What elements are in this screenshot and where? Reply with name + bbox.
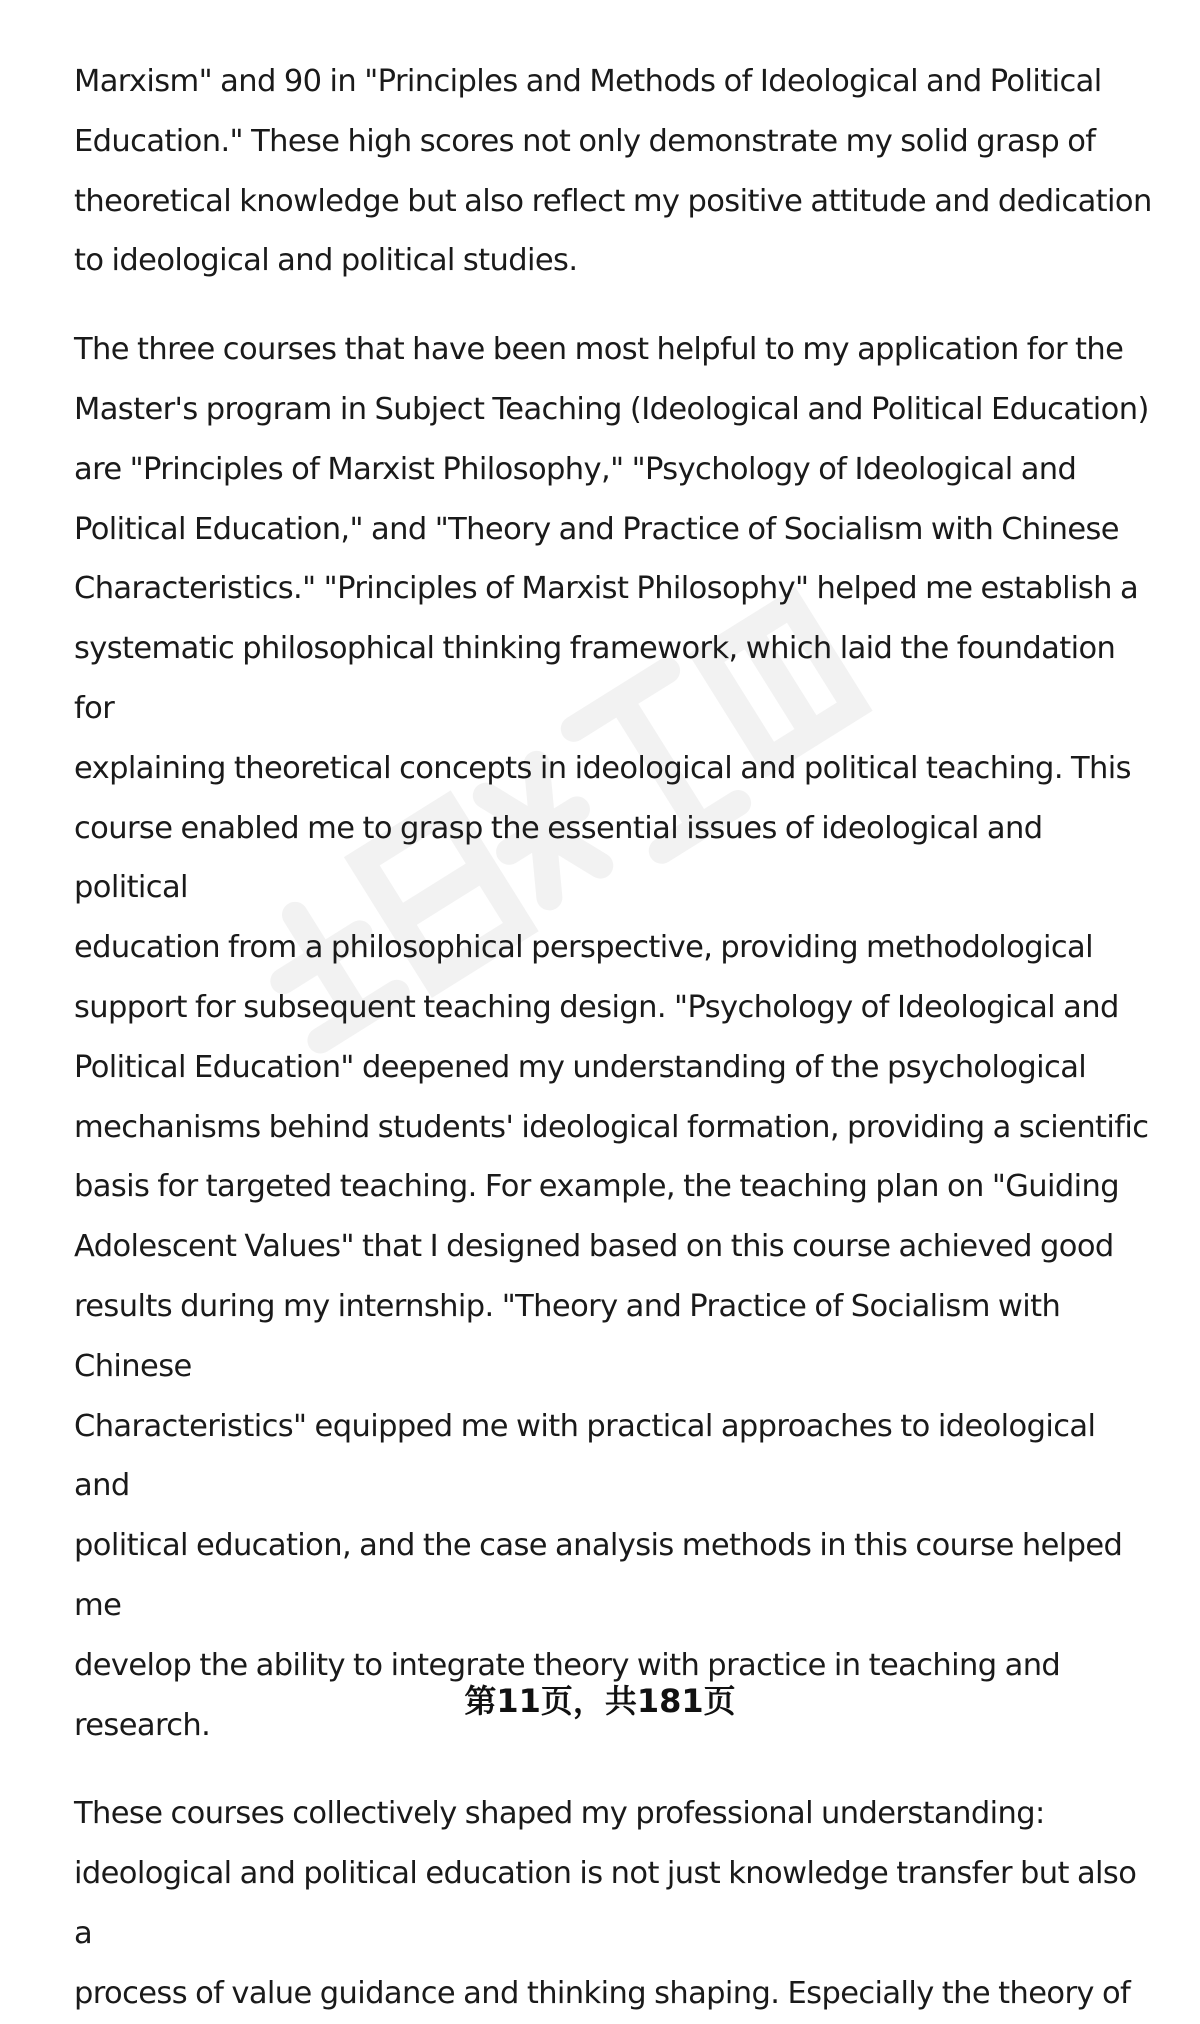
page-number: 第11页，共181页: [464, 1682, 736, 1720]
paragraph-1: Marxism" and 90 in "Principles and Methods of Ideological and Political Education." These high scores not only demonstrate my solid grasp of theoretical knowledge but also reflect my positive attitude and dedication to ideological and political studies.: [74, 64, 1152, 279]
paragraph-2: The three courses that have been most helpful to my application for the Master's program in Subject Teaching (Ideological and Political Education) are "Principles of Marxist Philosophy," "Psychology of Ideological and Political Education," and "Theory and Practice of Socialism with Chinese Characteristics." "Principles of Marxist Philosophy" helped me establish a systematic philosophical thinking framework, which laid the foundation for explaining theoretical concepts in ideological and political teaching. This course enabled me to grasp the essential issues of ideological and political education from a philosophical perspective, providing methodological support for subsequent teaching design. "Psychology of Ideological and Political Education" deepened my understanding of the psychological mechanisms behind students' ideological formation, providing a scientific basis for targeted teaching. For example, the teaching plan on "Guiding Adolescent Values" that I designed based on this course achieved good results during my internship. "Theory and Practice of Socialism with Chinese Characteristics" equipped me with practical approaches to ideological and political education, and the case analysis methods in this course helped me develop the ability to integrate theory with practice in teaching and research.: [74, 332, 1149, 1743]
paragraph-3: These courses collectively shaped my professional understanding: ideological and political education is not just knowledge transfer but also a process of value guidance and thinking shaping. Especially the theory of: [74, 1796, 1137, 2011]
document-body: [74, 52, 1154, 2024]
